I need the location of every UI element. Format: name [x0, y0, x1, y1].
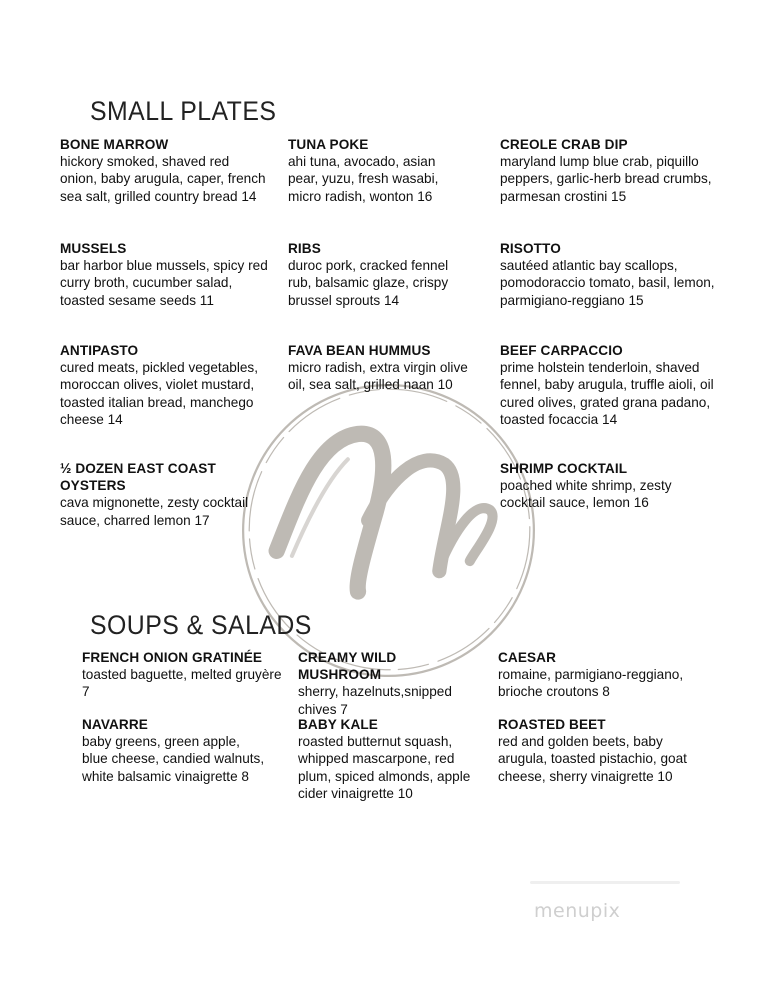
menu-item	[498, 649, 708, 701]
menu-item-name: RIBS	[288, 241, 321, 256]
menu-item	[288, 240, 468, 309]
menu-item-description: poached white shrimp, zesty cocktail sauce, lemon 16	[500, 478, 672, 511]
menu-item-description: micro radish, extra virgin olive oil, sea salt, grilled naan 10	[288, 360, 468, 393]
menu-item	[82, 649, 282, 701]
menu-item-name: ½ DOZEN EAST COAST OYSTERS	[60, 461, 216, 494]
menu-item-name: ANTIPASTO	[60, 343, 139, 358]
menu-item-name: BABY KALE	[298, 717, 378, 732]
menupix-watermark: menupix	[534, 900, 621, 922]
menu-item-description: ahi tuna, avocado, asian pear, yuzu, fresh wasabi, micro radish, wonton 16	[288, 154, 439, 204]
menu-item	[288, 342, 488, 394]
menu-item-description: baby greens, green apple, blue cheese, candied walnuts, white balsamic vinaigrette 8	[82, 734, 265, 784]
menu-item	[500, 342, 715, 428]
menu-item-name: BEEF CARPACCIO	[500, 343, 623, 358]
menu-item	[82, 716, 267, 785]
menu-item	[500, 136, 730, 205]
small-plates-heading: SMALL PLATES	[90, 96, 277, 126]
menu-item-description: romaine, parmigiano-reggiano, brioche croutons 8	[498, 667, 684, 700]
menu-item-description: duroc pork, cracked fennel rub, balsamic glaze, crispy brussel sprouts 14	[288, 258, 449, 308]
menu-item	[498, 716, 713, 785]
menu-item-description: sautéed atlantic bay scallops, pomodoraccio tomato, basil, lemon, parmigiano-reggiano 15	[500, 258, 715, 308]
menu-item	[298, 649, 483, 718]
menu-item	[298, 716, 478, 802]
menu-item	[288, 136, 468, 205]
menu-item	[500, 240, 725, 309]
menu-item-description: cured meats, pickled vegetables, moroccan olives, violet mustard, toasted italian bread, manchego cheese 14	[60, 360, 258, 427]
menu-item-name: FAVA BEAN HUMMUS	[288, 343, 431, 358]
menu-item-description: sherry, hazelnuts,snipped chives 7	[298, 684, 452, 717]
menu-item-name: SHRIMP COCKTAIL	[500, 461, 628, 476]
menu-item-description: prime holstein tenderloin, shaved fennel, baby arugula, truffle aioli, oil cured olives, grated grana padano, toasted focaccia 14	[500, 360, 714, 427]
menu-item-name: MUSSELS	[60, 241, 127, 256]
menu-item	[60, 460, 282, 529]
menu-item-description: roasted butternut squash, whipped mascarpone, red plum, spiced almonds, apple cider vinaigrette 10	[298, 734, 471, 801]
menu-item	[60, 240, 278, 309]
menu-item-name: CREAMY WILD MUSHROOM	[298, 650, 397, 683]
menu-item-description: red and golden beets, baby arugula, toasted pistachio, goat cheese, sherry vinaigrette 10	[498, 734, 687, 784]
menu-item	[500, 460, 700, 512]
menu-item-description: maryland lump blue crab, piquillo peppers, garlic-herb bread crumbs, parmesan crostini 15	[500, 154, 712, 204]
menu-item-name: FRENCH ONION GRATINÉE	[82, 650, 263, 665]
brand-tagline-decoration	[530, 878, 680, 888]
menu-item-name: NAVARRE	[82, 717, 148, 732]
menu-item-description: hickory smoked, shaved red onion, baby arugula, caper, french sea salt, grilled country bread 14	[60, 154, 266, 204]
menu-item-description: cava mignonette, zesty cocktail sauce, charred lemon 17	[60, 495, 249, 528]
soups-salads-heading: SOUPS & SALADS	[90, 610, 312, 640]
menu-item-name: TUNA POKE	[288, 137, 369, 152]
menu-item	[60, 342, 270, 428]
menu-item-name: BONE MARROW	[60, 137, 169, 152]
menu-item-name: CAESAR	[498, 650, 557, 665]
menu-item-name: RISOTTO	[500, 241, 561, 256]
menu-item	[60, 136, 270, 205]
menu-item-name: ROASTED BEET	[498, 717, 606, 732]
menu-item-description: bar harbor blue mussels, spicy red curry broth, cucumber salad, toasted sesame seeds 11	[60, 258, 268, 308]
menu-item-description: toasted baguette, melted gruyère 7	[82, 667, 282, 700]
menu-item-name: CREOLE CRAB DIP	[500, 137, 628, 152]
